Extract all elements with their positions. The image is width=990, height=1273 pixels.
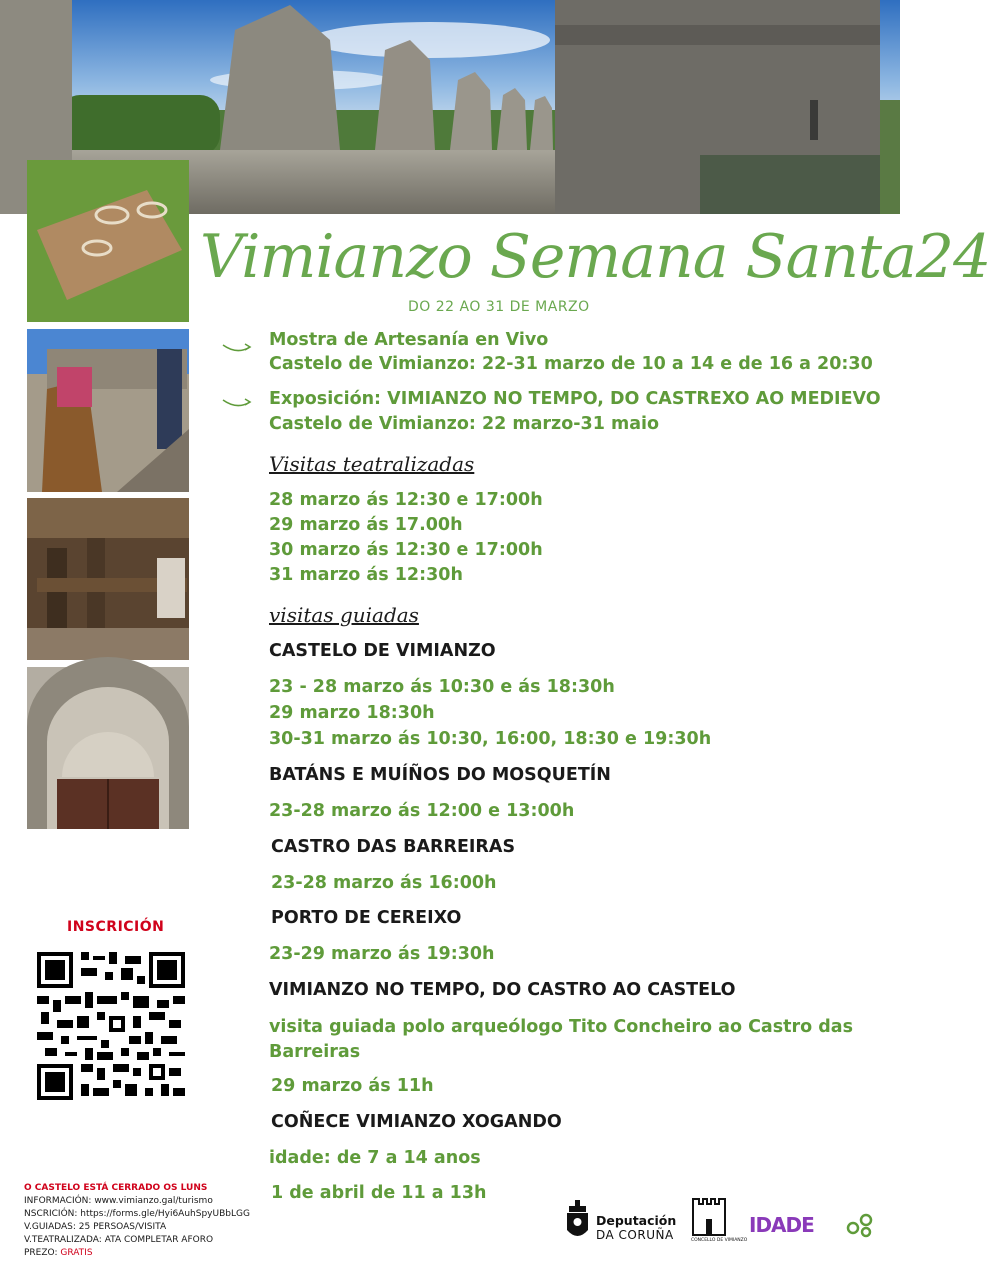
castelo-date: 30-31 marzo ás 10:30, 16:00, 18:30 e 19:30h xyxy=(269,729,712,749)
event-exhibition-details: Castelo de Vimianzo: 22 marzo-31 maio xyxy=(269,414,660,434)
castelo-heading: CASTELO DE VIMIANZO xyxy=(269,641,496,661)
castelo-date: 23 - 28 marzo ás 10:30 e ás 18:30h xyxy=(269,677,615,697)
xogando-heading: COÑECE VIMIANZO XOGANDO xyxy=(271,1112,562,1132)
event-crafts-title: Mostra de Artesanía en Vivo xyxy=(269,330,549,350)
registration-label: INSCRICIÓN xyxy=(67,919,165,935)
deputacion-logo-line1: Deputación xyxy=(596,1213,677,1228)
price-line xyxy=(24,1247,93,1259)
archaeological-site-photo xyxy=(27,160,189,322)
guided-capacity: V.GUIADAS: 25 PERSOAS/VISITA xyxy=(24,1222,167,1232)
theatrical-date: 30 marzo ás 12:30 e 17:00h xyxy=(269,540,543,560)
deputacion-logo-line2: DA CORUÑA xyxy=(596,1228,674,1242)
event-crafts-details: Castelo de Vimianzo: 22-31 marzo de 10 a 14 e de 16 a 20:30 xyxy=(269,354,873,374)
registration-url[interactable]: NSCRICIÓN: https://forms.gle/Hyi6AuhSpyUBbLGG xyxy=(24,1209,250,1219)
theatrical-date: 28 marzo ás 12:30 e 17:00h xyxy=(269,490,543,510)
guided-visits-heading: visitas guiadas xyxy=(269,603,419,627)
tempo-date: 29 marzo ás 11h xyxy=(271,1076,434,1096)
concello-logo-text: CONCELLO DE VIMIANZO xyxy=(691,1238,748,1243)
stone-portal-illustration xyxy=(27,667,189,829)
curved-arrow-icon xyxy=(222,341,252,355)
costumed-actors-illustration xyxy=(27,329,189,492)
theatrical-visits-heading: Visitas teatralizadas xyxy=(269,452,475,476)
price-value: GRATIS xyxy=(60,1248,93,1258)
idade-logo: IDADE xyxy=(749,1213,814,1237)
porto-heading: PORTO DE CEREIXO xyxy=(271,908,462,928)
curved-arrow-icon xyxy=(222,396,252,410)
batans-heading: BATÁNS E MUÍÑOS DO MOSQUETÍN xyxy=(269,765,611,785)
tempo-heading: VIMIANZO NO TEMPO, DO CASTRO AO CASTELO xyxy=(269,980,736,1000)
registration-qr-code[interactable] xyxy=(37,952,185,1100)
castro-date: 23-28 marzo ás 16:00h xyxy=(271,873,497,893)
xogando-age: idade: de 7 a 14 anos xyxy=(269,1148,481,1168)
castelo-date: 29 marzo 18:30h xyxy=(269,703,435,723)
fulling-mill-photo xyxy=(27,498,189,660)
deputacion-crest-icon xyxy=(565,1200,590,1242)
theatrical-date: 31 marzo ás 12:30h xyxy=(269,565,463,585)
tempo-description: Barreiras xyxy=(269,1042,361,1062)
theatrical-date: 29 marzo ás 17.00h xyxy=(269,515,463,535)
excavation-illustration xyxy=(27,160,189,322)
qr-code-icon xyxy=(37,952,185,1100)
event-dates: DO 22 AO 31 DE MARZO xyxy=(408,299,590,315)
tempo-description: visita guiada polo arqueólogo Tito Concheiro ao Castro das xyxy=(269,1017,853,1037)
castro-heading: CASTRO DAS BARREIRAS xyxy=(271,837,516,857)
batans-date: 23-28 marzo ás 12:00 e 13:00h xyxy=(269,801,575,821)
xogando-date: 1 de abril de 11 a 13h xyxy=(271,1183,487,1203)
theatrical-visit-photo xyxy=(27,329,189,492)
closed-notice: O CASTELO ESTÁ CERRADO OS LUNS xyxy=(24,1183,208,1193)
wooden-mill-illustration xyxy=(27,498,189,660)
event-exhibition-title: Exposición: VIMIANZO NO TEMPO, DO CASTREXO AO MEDIEVO xyxy=(269,389,881,409)
partner-circles-icon xyxy=(846,1212,874,1238)
porto-date: 23-29 marzo ás 19:30h xyxy=(269,944,495,964)
poster-title: Vimianzo Semana Santa24 xyxy=(200,222,990,292)
info-url[interactable]: INFORMACIÓN: www.vimianzo.gal/turismo xyxy=(24,1196,213,1206)
romanesque-portal-photo xyxy=(27,667,189,829)
price-label: PREZO: xyxy=(24,1248,61,1258)
concello-tower-icon xyxy=(691,1197,727,1237)
theatrical-capacity: V.TEATRALIZADA: ATA COMPLETAR AFORO xyxy=(24,1235,214,1245)
